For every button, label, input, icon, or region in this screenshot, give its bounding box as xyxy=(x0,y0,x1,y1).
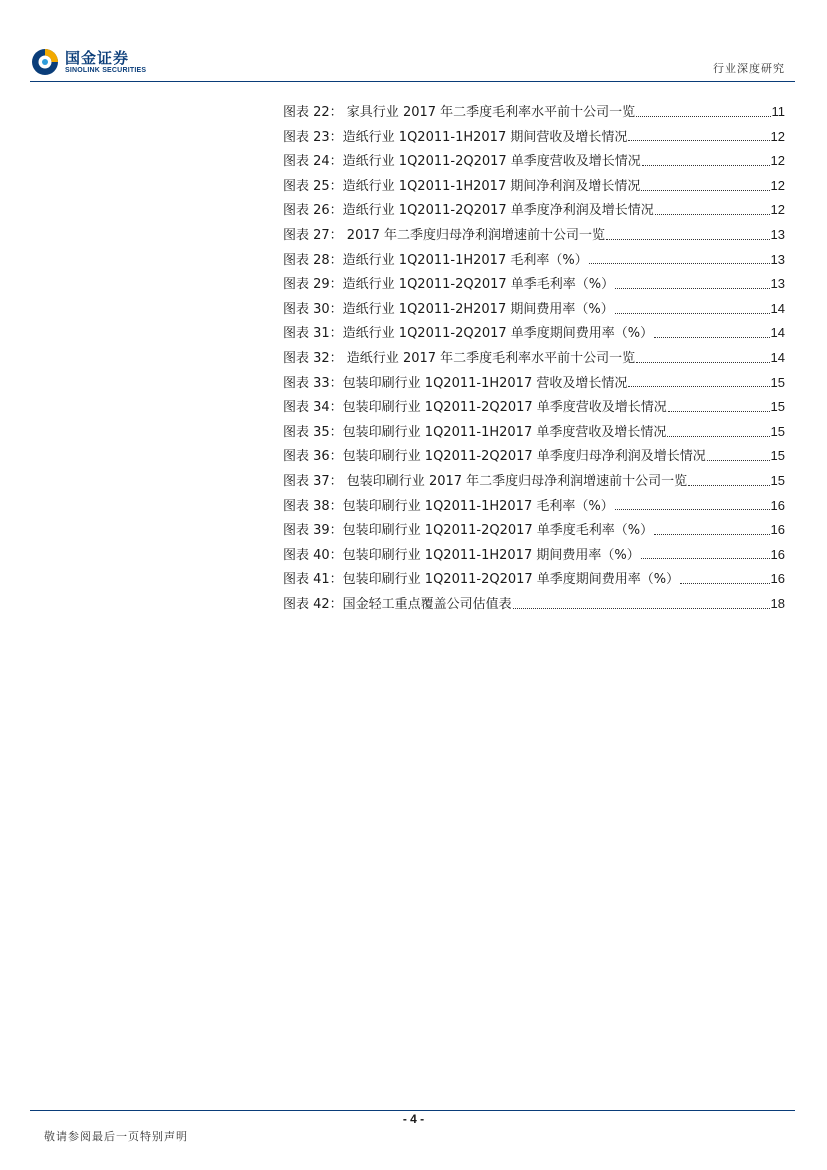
toc-entry-label: 图表 27： 2017 年二季度归母净利润增速前十公司一览 xyxy=(283,227,606,243)
header-divider xyxy=(30,81,795,82)
toc-entry-label: 图表 25：造纸行业 1Q2011-1H2017 期间净利润及增长情况 xyxy=(283,178,641,194)
toc-entry-page: 15 xyxy=(770,399,785,415)
report-type: 行业深度研究 xyxy=(713,62,785,75)
toc-entry-page: 12 xyxy=(770,177,785,193)
toc-entry[interactable] xyxy=(283,395,785,420)
toc-leader-dots xyxy=(628,140,769,141)
toc-entry-label: 图表 33：包装印刷行业 1Q2011-1H2017 营收及增长情况 xyxy=(283,375,628,391)
sinolink-logo-icon xyxy=(30,47,60,77)
toc-entry[interactable] xyxy=(283,125,785,150)
toc-leader-dots xyxy=(688,485,769,486)
toc-entry-page: 11 xyxy=(771,104,785,119)
toc-entry[interactable] xyxy=(283,346,785,371)
toc-entry-page: 14 xyxy=(770,349,785,365)
toc-entry[interactable] xyxy=(283,149,785,174)
toc-entry-label: 图表 26：造纸行业 1Q2011-2Q2017 单季度净利润及增长情况 xyxy=(283,203,654,219)
toc-leader-dots xyxy=(513,608,770,609)
toc-entry[interactable] xyxy=(283,567,785,592)
toc-entry-page: 12 xyxy=(770,202,785,218)
toc-entry-page: 16 xyxy=(770,497,785,513)
toc-entry-page: 13 xyxy=(770,276,785,292)
toc-leader-dots xyxy=(707,460,770,461)
toc-entry-label: 图表 35：包装印刷行业 1Q2011-1H2017 单季度营收及增长情况 xyxy=(283,424,667,440)
footer-disclaimer: 敬请参阅最后一页特别声明 xyxy=(44,1130,188,1143)
toc-entry-label: 图表 37： 包装印刷行业 2017 年二季度归母净利润增速前十公司一览 xyxy=(283,473,688,489)
toc-entry[interactable] xyxy=(283,494,785,519)
toc-entry-label: 图表 34：包装印刷行业 1Q2011-2Q2017 单季度营收及增长情况 xyxy=(283,400,667,416)
toc-leader-dots xyxy=(641,558,770,559)
toc-leader-dots xyxy=(628,386,769,387)
toc-leader-dots xyxy=(641,190,769,191)
toc-entry-label: 图表 38：包装印刷行业 1Q2011-1H2017 毛利率（%） xyxy=(283,498,614,514)
toc-entry-label: 图表 28：造纸行业 1Q2011-1H2017 毛利率（%） xyxy=(283,252,588,268)
toc-entry-page: 14 xyxy=(770,325,785,341)
toc-leader-dots xyxy=(606,239,770,240)
toc-entry[interactable] xyxy=(283,321,785,346)
toc-entry-label: 图表 41：包装印刷行业 1Q2011-2Q2017 单季度期间费用率（%） xyxy=(283,572,680,588)
toc-entry[interactable] xyxy=(283,100,785,125)
toc-entry[interactable] xyxy=(283,469,785,494)
toc-leader-dots xyxy=(642,165,770,166)
toc-leader-dots xyxy=(615,509,770,510)
toc-leader-dots xyxy=(680,583,769,584)
toc-entry-page: 12 xyxy=(770,153,785,169)
toc-entry-page: 18 xyxy=(770,595,785,611)
toc-leader-dots xyxy=(667,436,769,437)
toc-entry-label: 图表 40：包装印刷行业 1Q2011-1H2017 期间费用率（%） xyxy=(283,547,640,563)
toc-entry[interactable] xyxy=(283,420,785,445)
toc-entry[interactable] xyxy=(283,371,785,396)
toc-entry[interactable] xyxy=(283,272,785,297)
toc-entry-page: 14 xyxy=(770,300,785,316)
toc-entry[interactable] xyxy=(283,444,785,469)
page-number: - 4 - xyxy=(402,1112,425,1126)
page-header xyxy=(30,44,795,80)
toc-entry[interactable] xyxy=(283,518,785,543)
toc-entry-label: 图表 36：包装印刷行业 1Q2011-2Q2017 单季度归母净利润及增长情况 xyxy=(283,449,706,465)
footer-divider xyxy=(30,1110,795,1111)
toc-entry[interactable] xyxy=(283,248,785,273)
toc-entry[interactable] xyxy=(283,223,785,248)
toc-leader-dots xyxy=(615,288,769,289)
toc-entry[interactable] xyxy=(283,543,785,568)
toc-entry-page: 16 xyxy=(770,522,785,538)
toc-entry-label: 图表 31：造纸行业 1Q2011-2Q2017 单季度期间费用率（%） xyxy=(283,326,654,342)
toc-entry-page: 13 xyxy=(770,251,785,267)
toc-entry-label: 图表 30：造纸行业 1Q2011-2H2017 期间费用率（%） xyxy=(283,301,614,317)
toc-entry[interactable] xyxy=(283,174,785,199)
toc-entry-page: 15 xyxy=(770,448,785,464)
toc-leader-dots xyxy=(654,534,769,535)
logo-english-name: SINOLINK SECURITIES xyxy=(65,66,147,74)
figure-index xyxy=(283,100,785,616)
toc-leader-dots xyxy=(636,116,770,117)
toc-leader-dots xyxy=(655,214,770,215)
toc-entry-label: 图表 24：造纸行业 1Q2011-2Q2017 单季度营收及增长情况 xyxy=(283,154,641,170)
toc-entry-label: 图表 32： 造纸行业 2017 年二季度毛利率水平前十公司一览 xyxy=(283,350,636,366)
toc-leader-dots xyxy=(589,263,770,264)
toc-entry-label: 图表 39：包装印刷行业 1Q2011-2Q2017 单季度毛利率（%） xyxy=(283,523,654,539)
toc-entry-page: 15 xyxy=(770,472,785,488)
toc-leader-dots xyxy=(636,362,769,363)
toc-leader-dots xyxy=(615,313,770,314)
toc-entry-label: 图表 22： 家具行业 2017 年二季度毛利率水平前十公司一览 xyxy=(283,105,636,120)
toc-entry-page: 15 xyxy=(770,423,785,439)
toc-entry-label: 图表 42：国金轻工重点覆盖公司估值表 xyxy=(283,596,512,612)
toc-entry[interactable] xyxy=(283,297,785,322)
toc-entry-label: 图表 23：造纸行业 1Q2011-1H2017 期间营收及增长情况 xyxy=(283,129,628,145)
company-logo xyxy=(30,46,146,78)
toc-leader-dots xyxy=(668,411,770,412)
toc-entry-page: 12 xyxy=(770,128,785,144)
toc-entry-page: 15 xyxy=(770,374,785,390)
toc-entry-page: 13 xyxy=(770,226,785,242)
toc-leader-dots xyxy=(654,337,769,338)
toc-entry-label: 图表 29：造纸行业 1Q2011-2Q2017 单季毛利率（%） xyxy=(283,277,615,293)
toc-entry[interactable] xyxy=(283,198,785,223)
toc-entry[interactable] xyxy=(283,592,785,617)
logo-chinese-name: 国金证券 xyxy=(65,48,130,67)
toc-entry-page: 16 xyxy=(770,571,785,587)
toc-entry-page: 16 xyxy=(770,546,785,562)
